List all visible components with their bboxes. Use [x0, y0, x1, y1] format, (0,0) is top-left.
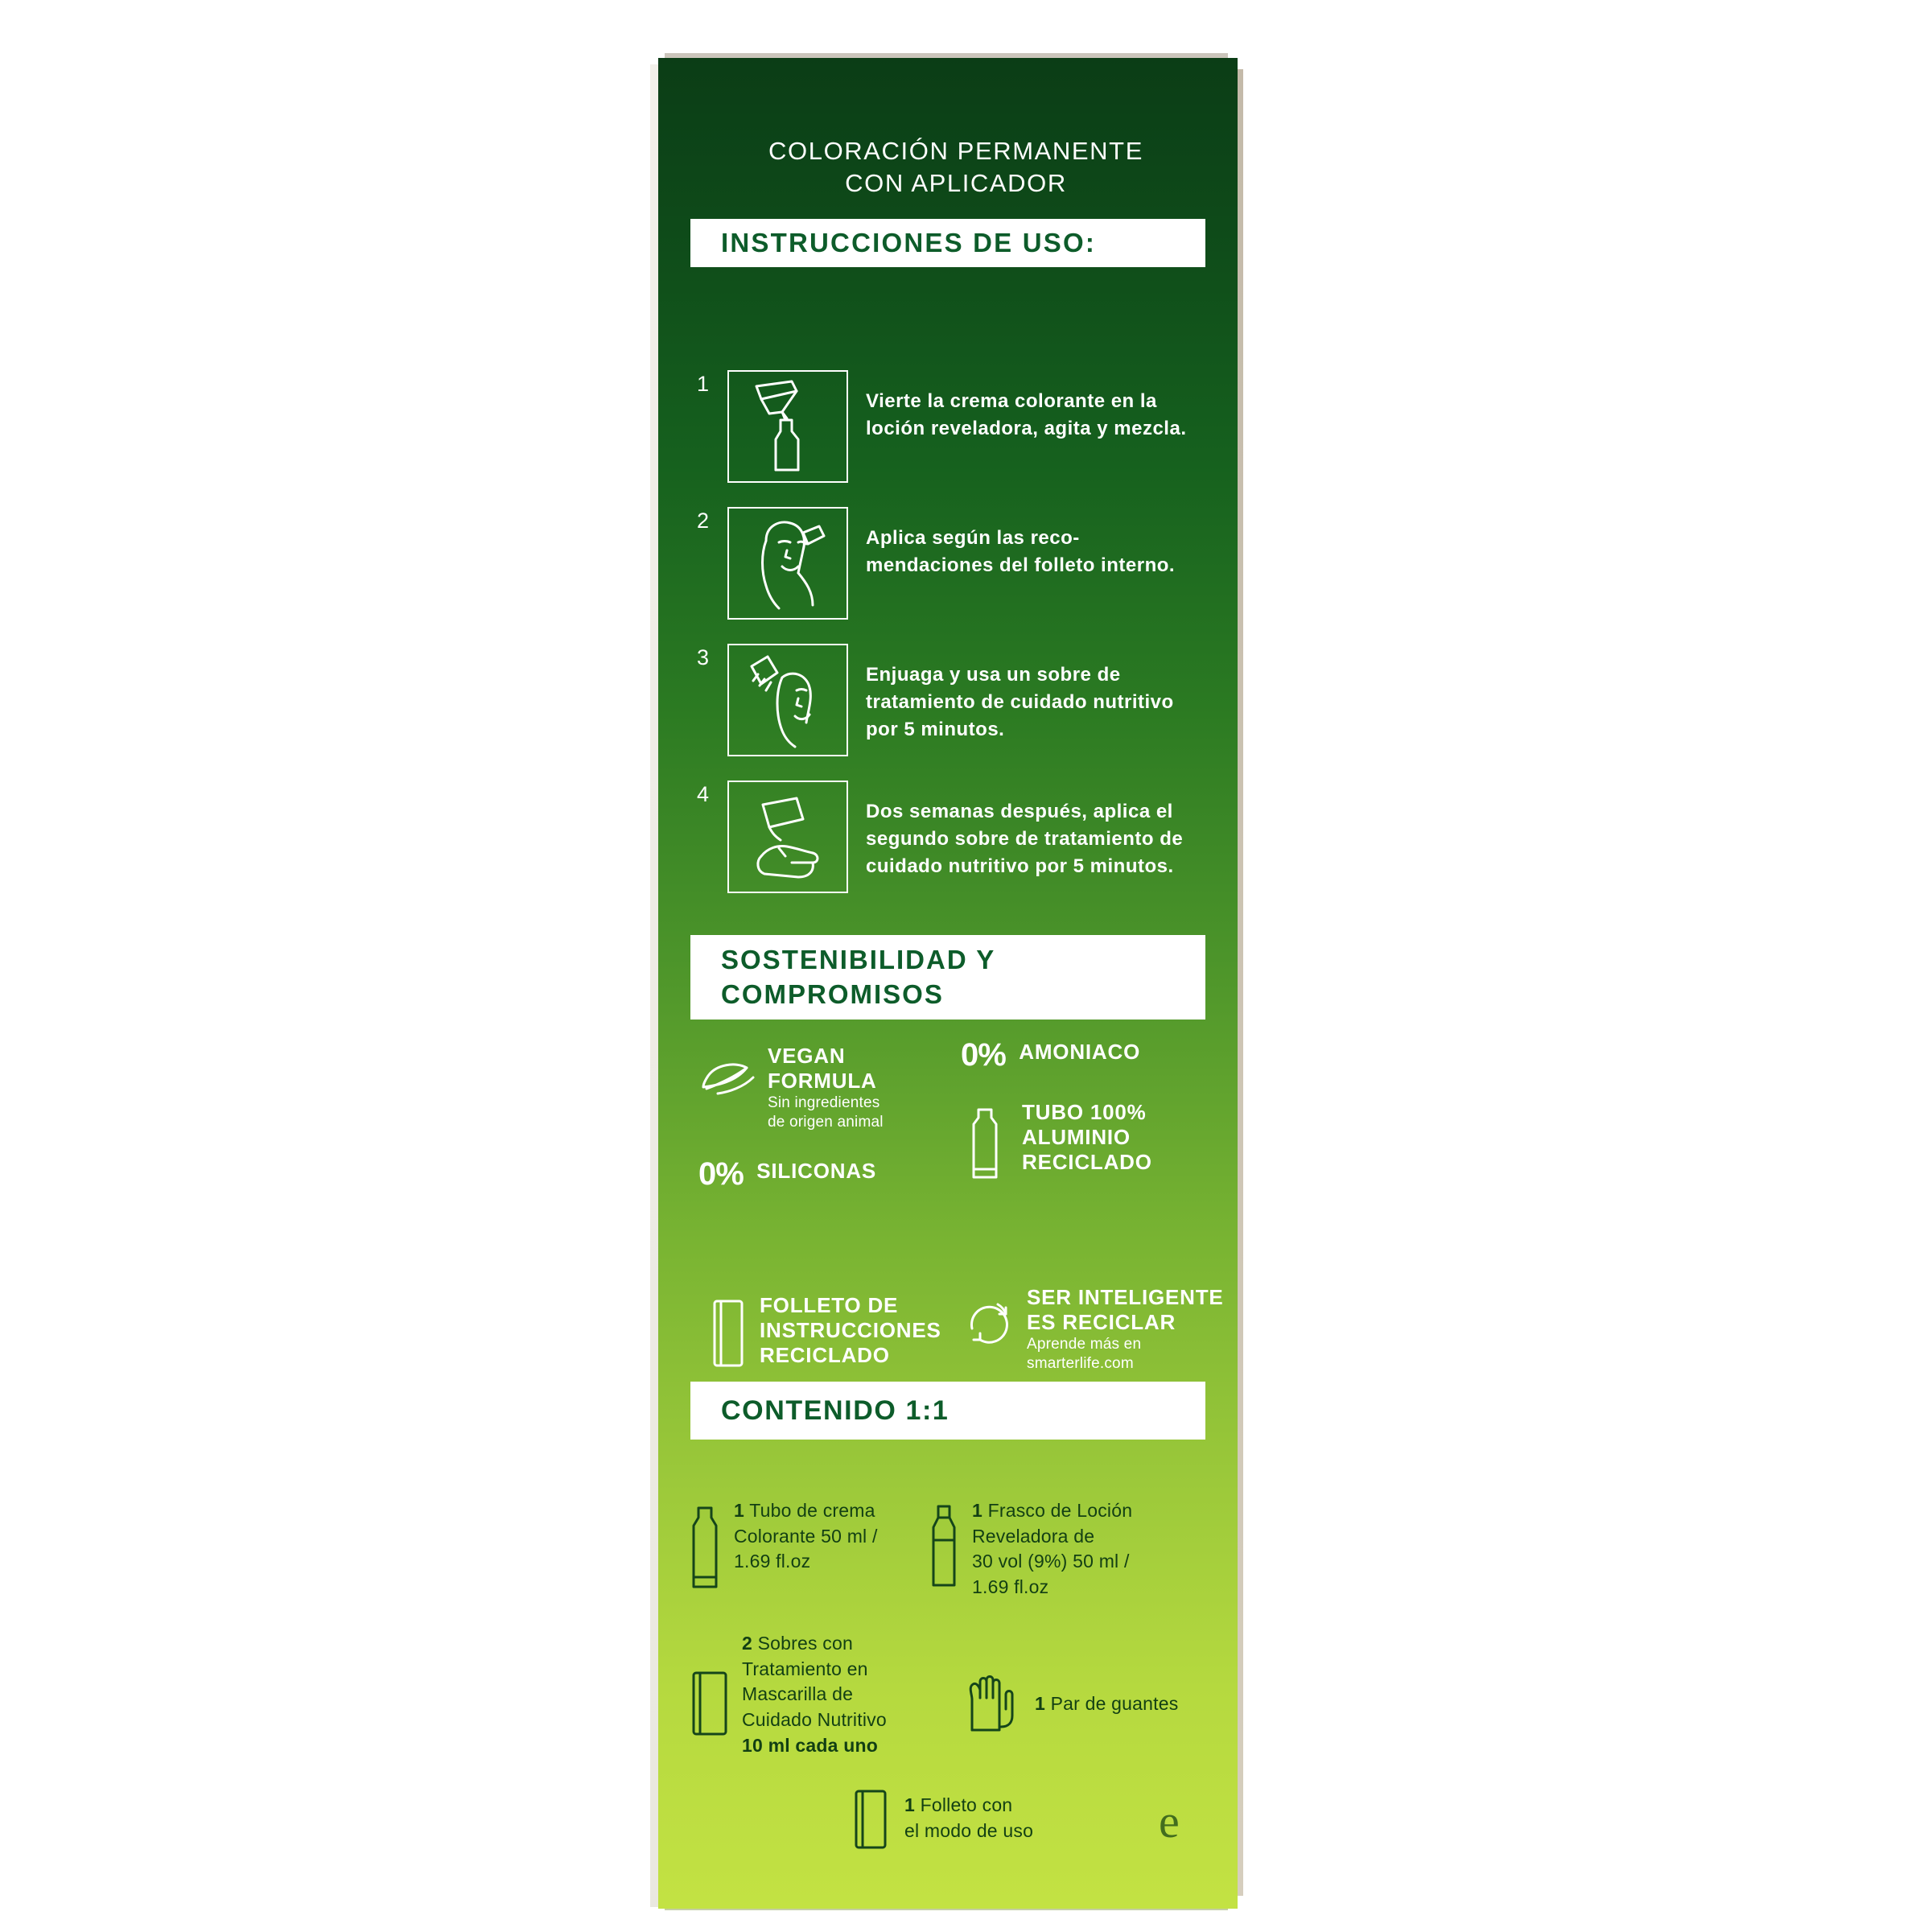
step-number: 2	[697, 509, 710, 533]
claim-title-line-1: SER INTELIGENTE	[1027, 1285, 1224, 1309]
contents-title: CONTENIDO 1:1	[721, 1394, 950, 1426]
tube-icon	[682, 1503, 729, 1596]
content-text-line-3: 30 vol (9%) 50 ml /	[972, 1551, 1130, 1572]
content-text-line-5: 10 ml cada uno	[742, 1734, 878, 1756]
content-text-line-2: el modo de uso	[904, 1819, 1034, 1841]
claim-title-line-2: FORMULA	[768, 1069, 877, 1094]
leaflet-icon	[848, 1786, 895, 1858]
claim-ammonia	[961, 1037, 1218, 1073]
woman-rinsing-hair-icon	[727, 644, 848, 756]
instruction-step-2	[697, 507, 1204, 628]
gloves-icon	[956, 1667, 1025, 1737]
instruction-step-4	[697, 781, 1204, 917]
content-qty: 2	[742, 1633, 752, 1654]
claim-title-line-2: INSTRUCCIONES	[760, 1318, 941, 1343]
claim-title: SILICONAS	[756, 1159, 877, 1183]
sachet-in-hand-icon	[727, 781, 848, 893]
claim-title-line-1: FOLLETO DE	[760, 1293, 899, 1317]
sustainability-title-line-1: SOSTENIBILIDAD Y	[721, 945, 996, 975]
content-qty: 1	[734, 1500, 744, 1521]
claim-title-line-2: ES RECICLAR	[1027, 1310, 1176, 1335]
instruction-step-1	[697, 370, 1204, 491]
percent-zero-icon: 0%	[961, 1037, 1006, 1073]
tube-icon	[961, 1105, 1009, 1186]
percent-zero-icon: 0%	[698, 1156, 744, 1192]
step-text: Enjuaga y usa un sobre de tratamiento de cuidado nutritivo por 5 minutos.	[866, 664, 1174, 741]
panel-header	[706, 135, 1205, 200]
header-line-1: COLORACIÓN PERMANENTE	[768, 137, 1143, 165]
content-text-line-1: Par de guantes	[1050, 1693, 1179, 1714]
instruction-step-3	[697, 644, 1204, 772]
content-text-line-2: Tratamiento en	[742, 1658, 868, 1679]
leaflet-icon	[706, 1296, 752, 1374]
sustainability-title-line-2: COMPROMISOS	[721, 978, 944, 1009]
content-text-line-1: Sobres con	[757, 1633, 853, 1654]
content-text-line-2: Colorante 50 ml /	[734, 1525, 878, 1547]
tube-and-bottle-icon	[727, 370, 848, 483]
leaf-icon	[698, 1050, 761, 1102]
claim-silicones	[698, 1156, 956, 1193]
instructions-band	[690, 219, 1205, 267]
content-text-line-1: Tubo de crema	[749, 1500, 875, 1521]
step-text: Dos semanas después, aplica el segundo sobre de tratamiento de cuidado nutritivo por 5 minutos.	[866, 801, 1184, 878]
claim-sub-line-2: de origen animal	[768, 1114, 884, 1131]
woman-applying-color-icon	[727, 507, 848, 620]
claim-title-line-1: VEGAN	[768, 1044, 846, 1068]
step-number: 1	[697, 372, 710, 396]
contents-band	[690, 1382, 1205, 1440]
content-text-line-1: Folleto con	[920, 1794, 1013, 1815]
box-side-panel	[658, 58, 1238, 1909]
estimated-sign: e	[1159, 1795, 1180, 1848]
content-text-line-1: Frasco de Loción	[987, 1500, 1133, 1521]
instructions-title: INSTRUCCIONES DE USO:	[721, 228, 1097, 257]
content-text-line-4: 1.69 fl.oz	[972, 1576, 1049, 1598]
claim-title-line-1: TUBO 100%	[1022, 1100, 1147, 1124]
content-text-line-4: Cuidado Nutritivo	[742, 1709, 887, 1731]
content-text-line-2: Reveladora de	[972, 1525, 1095, 1547]
bottle-icon	[922, 1502, 966, 1597]
claim-title: AMONIACO	[1019, 1040, 1141, 1064]
sachet-icon	[686, 1668, 734, 1746]
claim-sub-line-2: smarterlife.com	[1027, 1355, 1134, 1373]
claim-sub-line-1: Sin ingredientes	[768, 1094, 880, 1112]
recycle-arrows-icon	[961, 1293, 1017, 1353]
claim-title-line-3: RECICLADO	[1022, 1150, 1152, 1175]
content-qty: 1	[904, 1794, 915, 1815]
claim-title-line-2: ALUMINIO	[1022, 1125, 1131, 1150]
content-text-line-3: 1.69 fl.oz	[734, 1551, 811, 1572]
step-text: Aplica según las reco-mendaciones del folleto interno.	[866, 527, 1176, 577]
content-text-line-3: Mascarilla de	[742, 1683, 854, 1705]
sustainability-band	[690, 935, 1205, 1020]
step-text: Vierte la crema colorante en la loción reveladora, agita y mezcla.	[866, 390, 1187, 440]
step-number: 4	[697, 782, 710, 806]
claim-sub-line-1: Aprende más en	[1027, 1336, 1142, 1353]
step-number: 3	[697, 645, 710, 669]
claim-title-line-3: RECICLADO	[760, 1343, 890, 1368]
content-qty: 1	[972, 1500, 982, 1521]
content-qty: 1	[1035, 1693, 1045, 1714]
header-line-2: CON APLICADOR	[845, 169, 1067, 198]
